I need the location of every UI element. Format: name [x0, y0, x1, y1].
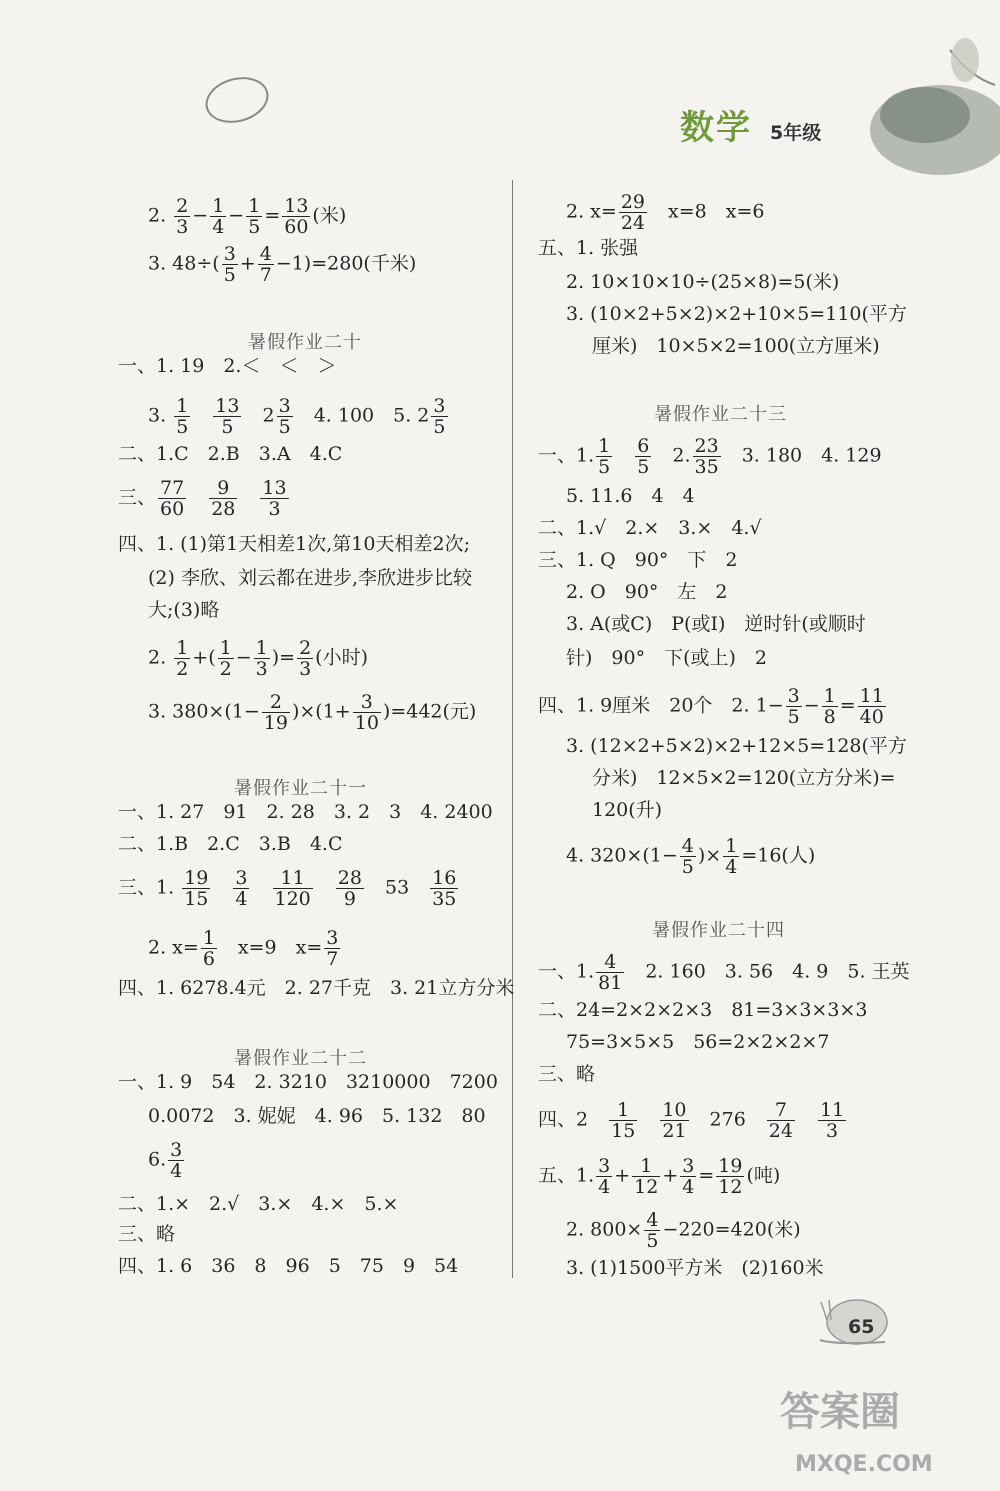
fraction: $\frac{4}{7}$	[259, 243, 272, 286]
answer-line: 三、1. $\frac{19}{15}$ $\frac{3}{4}$ $\frac{11}{120}$ $\frac{28}{9}$ 53 $\frac{16}{35}$	[118, 867, 457, 910]
answer-line: 四、2 $\frac{1}{15}$ $\frac{10}{21}$ 276 $\frac{7}{24}$ $\frac{11}{3}$	[538, 1099, 845, 1142]
answer-line: 四、1. 6 36 8 96 5 75 9 54	[118, 1255, 459, 1277]
fraction: $\frac{6}{5}$	[637, 435, 650, 478]
page-number: 65	[848, 1316, 875, 1338]
fraction: $\frac{2}{19}$	[263, 691, 288, 734]
answer-line: 三、1. Q 90° 下 2	[538, 549, 738, 571]
fraction: $\frac{29}{24}$	[620, 191, 645, 234]
fraction: $\frac{11}{3}$	[820, 1099, 845, 1142]
answer-line: 厘米) 10×5×2=100(立方厘米)	[592, 335, 880, 357]
answer-line: 75=3×5×5 56=2×2×2×7	[566, 1031, 830, 1053]
answer-line: 一、1. 27 91 2. 28 3. 2 3 4. 2400	[118, 801, 493, 823]
subject-title: 数学	[680, 108, 752, 148]
answer-line: 四、1. 9厘米 20个 2. 1− $\frac{3}{5}$ − $\frac{1}{8}$ = $\frac{11}{40}$	[538, 685, 884, 728]
fraction: $\frac{1}{8}$	[823, 685, 836, 728]
fraction: $\frac{1}{15}$	[611, 1099, 636, 1142]
fraction: $\frac{3}{4}$	[682, 1155, 695, 1198]
fraction: $\frac{4}{5}$	[646, 1209, 659, 1252]
section-title: 暑假作业二十四	[652, 920, 785, 941]
answer-line: 三、 $\frac{77}{60}$ $\frac{9}{28}$ $\frac{13}{3}$	[118, 477, 287, 520]
answer-line: 二、24=2×2×2×3 81=3×3×3×3	[538, 999, 868, 1021]
fraction: $\frac{3}{10}$	[354, 691, 379, 734]
answer-line: 3. 380×(1− $\frac{2}{19}$ )×(1+ $\frac{3}{10}$ )=442(元)	[148, 691, 477, 734]
fraction: $\frac{3}{4}$	[598, 1155, 611, 1198]
answer-line: 二、1.B 2.C 3.B 4.C	[118, 833, 343, 855]
watermark-logo: 答案圈	[780, 1389, 900, 1435]
fraction: $\frac{28}{9}$	[337, 867, 362, 910]
answer-line: 2. O 90° 左 2	[566, 581, 728, 603]
fraction: $\frac{11}{40}$	[859, 685, 884, 728]
answer-line: 120(升)	[592, 799, 663, 821]
fraction: $\frac{19}{15}$	[184, 867, 209, 910]
answer-line: 二、1.C 2.B 3.A 4.C	[118, 443, 343, 465]
section-title: 暑假作业二十二	[234, 1048, 367, 1069]
fraction: $\frac{1}{5}$	[176, 395, 189, 438]
answer-line: 五、1. $\frac{3}{4}$ + $\frac{1}{12}$ + $\frac{3}{4}$ = $\frac{19}{12}$ (吨)	[538, 1155, 781, 1198]
answer-line: 二、1.× 2.√ 3.× 4.× 5.×	[118, 1193, 399, 1215]
fraction: $\frac{3}{5}$	[223, 243, 236, 286]
fraction: $\frac{3}{4}$	[235, 867, 248, 910]
fraction: $\frac{11}{120}$	[274, 867, 311, 910]
answer-line: 5. 11.6 4 4	[566, 485, 695, 507]
answer-line: 4. 320×(1− $\frac{4}{5}$ )× $\frac{1}{4}$ =16(人)	[566, 835, 816, 878]
answer-line: 3. (10×2+5×2)×2+10×5=110(平方	[566, 303, 907, 325]
fraction: $\frac{1}{4}$	[212, 195, 225, 238]
section-title: 暑假作业二十	[248, 332, 362, 353]
fraction: $\frac{1}{2}$	[176, 637, 189, 680]
answer-line: 一、1. 19 2.＜ ＜ ＞	[118, 355, 337, 377]
lotus-leaf-illustration	[830, 30, 1000, 180]
fraction: $\frac{19}{12}$	[718, 1155, 743, 1198]
answer-line: 6. $\frac{3}{4}$	[148, 1139, 183, 1182]
grade-label: 5年级	[770, 122, 822, 144]
fraction: $\frac{77}{60}$	[160, 477, 185, 520]
answer-line: 2. 800× $\frac{4}{5}$ −220=420(米)	[566, 1209, 801, 1252]
answer-line: 2. x= $\frac{29}{24}$ x=8 x=6	[566, 191, 765, 234]
answer-line: 四、1. 6278.4元 2. 27千克 3. 21立方分米	[118, 977, 515, 999]
fraction: $\frac{1}{5}$	[248, 195, 261, 238]
answer-line: 2. x= $\frac{1}{6}$ x=9 x= $\frac{3}{7}$	[148, 927, 339, 970]
fraction: $\frac{13}{5}$	[215, 395, 240, 438]
answer-line: 四、1. (1)第1天相差1次,第10天相差2次;	[118, 533, 470, 555]
column-divider	[512, 180, 513, 1278]
fraction: $\frac{13}{60}$	[284, 195, 309, 238]
answer-line: 3. (12×2+5×2)×2+12×5=128(平方	[566, 735, 907, 757]
fraction: $\frac{3}{7}$	[326, 927, 339, 970]
fraction: $\frac{2}{3}$	[299, 637, 312, 680]
fraction: $\frac{10}{21}$	[662, 1099, 687, 1142]
fraction: $\frac{3}{5}$	[433, 395, 446, 438]
answer-line: 针) 90° 下(或上) 2	[566, 647, 768, 669]
answer-line: 2. $\frac{1}{2}$ +( $\frac{1}{2}$ − $\frac{1}{3}$ )= $\frac{2}{3}$ (小时)	[148, 637, 368, 680]
stamp-icon	[200, 70, 273, 129]
fraction: $\frac{16}{35}$	[432, 867, 457, 910]
fraction: $\frac{23}{35}$	[694, 435, 719, 478]
fraction: $\frac{1}{4}$	[725, 835, 738, 878]
answer-line: 3. 48÷( $\frac{3}{5}$ + $\frac{4}{7}$ −1)=280(千米)	[148, 243, 417, 286]
answer-line: 一、1. 9 54 2. 3210 3210000 7200	[118, 1071, 498, 1093]
fraction: $\frac{1}{6}$	[202, 927, 215, 970]
answer-line: 一、1. $\frac{1}{5}$ $\frac{6}{5}$ 2. $\frac{23}{35}$ 3. 180 4. 129	[538, 435, 882, 478]
answer-line: 3. A(或C) P(或I) 逆时针(或顺时	[566, 613, 866, 635]
answer-line: 三、略	[118, 1223, 176, 1245]
fraction: $\frac{3}{4}$	[170, 1139, 183, 1182]
answer-line: 2. $\frac{2}{3}$ − $\frac{1}{4}$ − $\frac{1}{5}$ = $\frac{13}{60}$ (米)	[148, 195, 347, 238]
answer-line: 0.0072 3. 妮妮 4. 96 5. 132 80	[148, 1105, 486, 1127]
fraction: $\frac{7}{24}$	[768, 1099, 793, 1142]
answer-line: 三、略	[538, 1063, 596, 1085]
fraction: $\frac{4}{81}$	[598, 951, 623, 994]
fraction: $\frac{3}{5}$	[787, 685, 800, 728]
fraction: $\frac{1}{5}$	[598, 435, 611, 478]
fraction: $\frac{13}{3}$	[262, 477, 287, 520]
fraction: $\frac{1}{3}$	[255, 637, 268, 680]
answer-line: 2. 10×10×10÷(25×8)=5(米)	[566, 271, 840, 293]
fraction: $\frac{2}{3}$	[176, 195, 189, 238]
answer-line: 3. $\frac{1}{5}$ $\frac{13}{5}$ 2 $\frac{3}{5}$ 4. 100 5. 2 $\frac{3}{5}$	[148, 395, 446, 438]
answer-line: 分米) 12×5×2=120(立方分米)=	[592, 767, 896, 789]
answer-line: (2) 李欣、刘云都在进步,李欣进步比较	[148, 567, 472, 589]
answer-line: 二、1.√ 2.× 3.× 4.√	[538, 517, 762, 539]
answer-line: 一、1. $\frac{4}{81}$ 2. 160 3. 56 4. 9 5. 王英	[538, 951, 910, 994]
section-title: 暑假作业二十一	[234, 778, 367, 799]
answer-line: 3. (1)1500平方米 (2)160米	[566, 1257, 824, 1279]
fraction: $\frac{4}{5}$	[681, 835, 694, 878]
fraction: $\frac{3}{5}$	[278, 395, 291, 438]
fraction: $\frac{1}{2}$	[219, 637, 232, 680]
fraction: $\frac{9}{28}$	[211, 477, 236, 520]
answer-line: 五、1. 张强	[538, 237, 639, 259]
watermark-url: MXQE.COM	[795, 1452, 933, 1477]
fraction: $\frac{1}{12}$	[634, 1155, 659, 1198]
section-title: 暑假作业二十三	[654, 404, 787, 425]
answer-line: 大;(3)略	[148, 599, 220, 621]
